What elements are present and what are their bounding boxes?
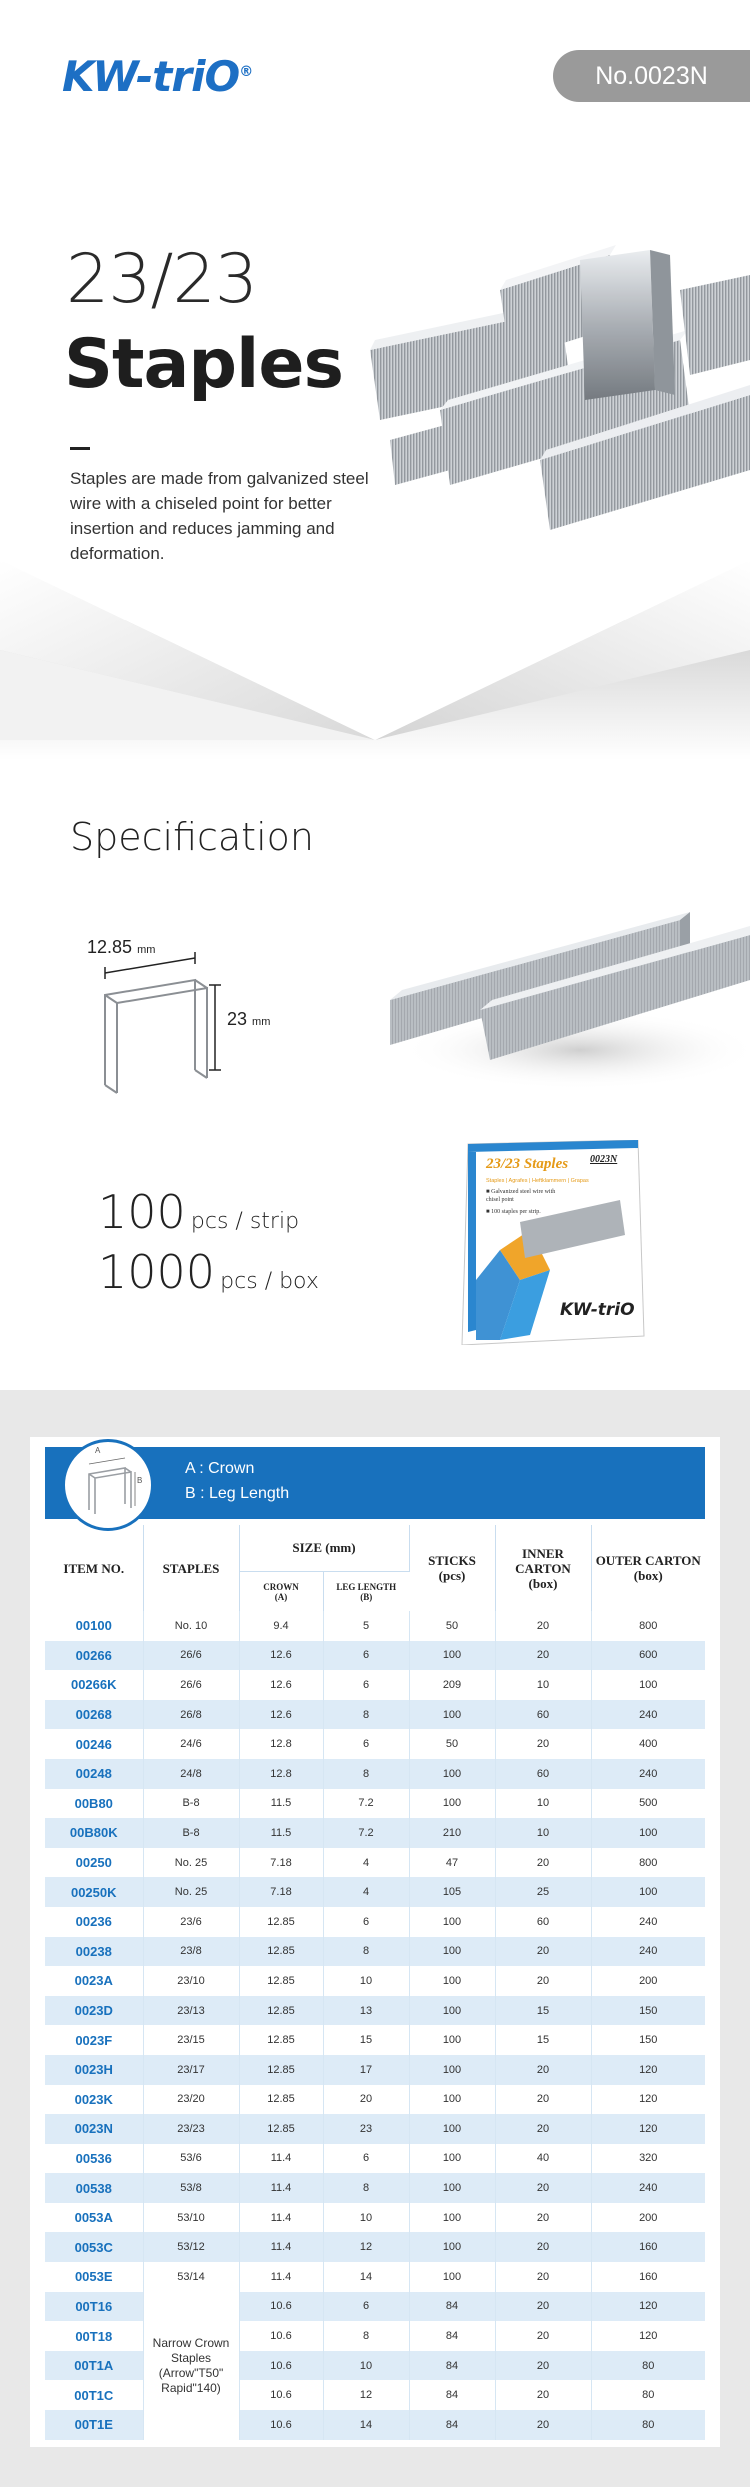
cell-inner-carton: 20 bbox=[495, 2292, 591, 2322]
cell-leg-length: 20 bbox=[323, 2085, 409, 2115]
cell-item-no: 0053C bbox=[45, 2232, 143, 2262]
cell-item-no: 0023N bbox=[45, 2114, 143, 2144]
title-divider bbox=[70, 447, 90, 450]
cell-crown: 11.5 bbox=[239, 1818, 323, 1848]
cell-item-no: 00236 bbox=[45, 1907, 143, 1937]
model-number-badge: No.0023N bbox=[553, 50, 750, 102]
cell-outer-carton: 500 bbox=[591, 1789, 705, 1819]
cell-sticks: 100 bbox=[409, 1759, 495, 1789]
header-inner-sub: (box) bbox=[528, 1575, 558, 1591]
cell-inner-carton: 20 bbox=[495, 2055, 591, 2085]
cell-leg-length: 4 bbox=[323, 1848, 409, 1878]
cell-crown: 12.6 bbox=[239, 1670, 323, 1700]
cell-item-no: 00250 bbox=[45, 1848, 143, 1878]
product-description: Staples are made from galvanized steel wire with a chiseled point for better insertion and reduces jamming and deformation. bbox=[70, 469, 369, 563]
cell-staples: 24/8 bbox=[143, 1759, 239, 1789]
cell-staples: 26/6 bbox=[143, 1641, 239, 1671]
cell-outer-carton: 400 bbox=[591, 1729, 705, 1759]
cell-crown: 11.4 bbox=[239, 2232, 323, 2262]
cell-item-no: 0023H bbox=[45, 2055, 143, 2085]
cell-outer-carton: 120 bbox=[591, 2321, 705, 2351]
cell-crown: 12.85 bbox=[239, 2085, 323, 2115]
cell-item-no: 00B80 bbox=[45, 1789, 143, 1819]
table-row bbox=[45, 2025, 705, 2055]
cell-crown: 11.4 bbox=[239, 2144, 323, 2174]
box-title: 23/23 Staples bbox=[486, 1156, 569, 1172]
cell-sticks: 100 bbox=[409, 2262, 495, 2292]
cell-leg-length: 4 bbox=[323, 1877, 409, 1907]
cell-inner-carton: 20 bbox=[495, 2114, 591, 2144]
cell-staples: 24/6 bbox=[143, 1729, 239, 1759]
cell-outer-carton: 160 bbox=[591, 2262, 705, 2292]
cell-outer-carton: 240 bbox=[591, 2173, 705, 2203]
cell-item-no: 00T18 bbox=[45, 2321, 143, 2351]
table-row bbox=[45, 2262, 705, 2292]
cell-sticks: 84 bbox=[409, 2380, 495, 2410]
cell-inner-carton: 15 bbox=[495, 2025, 591, 2055]
cell-inner-carton: 20 bbox=[495, 1641, 591, 1671]
cell-outer-carton: 240 bbox=[591, 1759, 705, 1789]
cell-leg-length: 6 bbox=[323, 2144, 409, 2174]
table-row bbox=[45, 1966, 705, 1996]
cell-staples: No. 25 bbox=[143, 1848, 239, 1878]
cell-outer-carton: 160 bbox=[591, 2232, 705, 2262]
cell-leg-length: 10 bbox=[323, 2203, 409, 2233]
cell-sticks: 84 bbox=[409, 2351, 495, 2381]
box-code: 0023N bbox=[590, 1154, 618, 1165]
cell-inner-carton: 10 bbox=[495, 1789, 591, 1819]
cell-inner-carton: 25 bbox=[495, 1877, 591, 1907]
cell-crown: 10.6 bbox=[239, 2351, 323, 2381]
cell-outer-carton: 100 bbox=[591, 1670, 705, 1700]
header-leg-sub: (B) bbox=[360, 1592, 373, 1603]
cell-sticks: 100 bbox=[409, 2025, 495, 2055]
table-row bbox=[45, 2292, 705, 2322]
cell-crown: 12.85 bbox=[239, 2114, 323, 2144]
legend-diagram-b: B bbox=[137, 1476, 143, 1485]
cell-item-no: 00B80K bbox=[45, 1818, 143, 1848]
pieces-per-strip bbox=[98, 1185, 299, 1239]
cell-item-no: 00T1A bbox=[45, 2351, 143, 2381]
header-leg-length bbox=[323, 1571, 409, 1611]
item-table-card bbox=[30, 1437, 720, 2447]
crown-dimension-label bbox=[87, 937, 155, 958]
cell-staples: No. 25 bbox=[143, 1877, 239, 1907]
header-item-no: ITEM NO. bbox=[45, 1525, 143, 1611]
cell-inner-carton: 20 bbox=[495, 2173, 591, 2203]
header-inner-carton bbox=[495, 1525, 591, 1611]
cell-staples: 53/6 bbox=[143, 2144, 239, 2174]
cell-sticks: 84 bbox=[409, 2410, 495, 2440]
hero-section bbox=[0, 0, 750, 760]
cell-outer-carton: 200 bbox=[591, 1966, 705, 1996]
cell-staples: 23/6 bbox=[143, 1907, 239, 1937]
cell-item-no: 00100 bbox=[45, 1611, 143, 1641]
pieces-per-box bbox=[98, 1245, 319, 1299]
cell-outer-carton: 240 bbox=[591, 1907, 705, 1937]
cell-item-no: 0053A bbox=[45, 2203, 143, 2233]
cell-staples: 23/13 bbox=[143, 1996, 239, 2026]
cell-crown: 10.6 bbox=[239, 2321, 323, 2351]
legend-diagram-a: A bbox=[95, 1446, 101, 1455]
cell-crown: 9.4 bbox=[239, 1611, 323, 1641]
cell-leg-length: 6 bbox=[323, 1907, 409, 1937]
cell-staples: B-8 bbox=[143, 1789, 239, 1819]
cell-inner-carton: 20 bbox=[495, 2203, 591, 2233]
specification-heading: Specification bbox=[70, 815, 314, 859]
table-row bbox=[45, 1907, 705, 1937]
hero-fold-shadow bbox=[0, 560, 750, 760]
cell-inner-carton: 15 bbox=[495, 1996, 591, 2026]
product-name-title: Staples bbox=[64, 325, 343, 404]
cell-sticks: 100 bbox=[409, 1966, 495, 1996]
cell-item-no: 00T16 bbox=[45, 2292, 143, 2322]
cell-leg-length: 12 bbox=[323, 2232, 409, 2262]
leg-dimension-unit: mm bbox=[252, 1016, 271, 1028]
cell-outer-carton: 120 bbox=[591, 2085, 705, 2115]
item-spec-table bbox=[45, 1525, 705, 2440]
table-row bbox=[45, 2055, 705, 2085]
box-bullet-1: ■ Galvanized steel wire with chisel point bbox=[486, 1189, 556, 1203]
cell-sticks: 100 bbox=[409, 2144, 495, 2174]
cell-item-no: 0053E bbox=[45, 2262, 143, 2292]
cell-leg-length: 6 bbox=[323, 1641, 409, 1671]
cell-crown: 12.85 bbox=[239, 1907, 323, 1937]
cell-item-no: 00248 bbox=[45, 1759, 143, 1789]
cell-crown: 11.5 bbox=[239, 1789, 323, 1819]
table-row bbox=[45, 1641, 705, 1671]
cell-outer-carton: 100 bbox=[591, 1818, 705, 1848]
cell-item-no: 0023F bbox=[45, 2025, 143, 2055]
cell-inner-carton: 60 bbox=[495, 1759, 591, 1789]
cell-inner-carton: 20 bbox=[495, 2351, 591, 2381]
cell-sticks: 50 bbox=[409, 1611, 495, 1641]
cell-inner-carton: 20 bbox=[495, 1611, 591, 1641]
legend-staple-diagram bbox=[62, 1439, 154, 1531]
cell-crown: 12.8 bbox=[239, 1729, 323, 1759]
cell-outer-carton: 120 bbox=[591, 2055, 705, 2085]
cell-leg-length: 14 bbox=[323, 2262, 409, 2292]
staple-dimension-diagram bbox=[85, 937, 295, 1105]
cell-outer-carton: 100 bbox=[591, 1877, 705, 1907]
cell-sticks: 100 bbox=[409, 2232, 495, 2262]
table-row bbox=[45, 2173, 705, 2203]
header-staples: STAPLES bbox=[143, 1525, 239, 1611]
cell-leg-length: 6 bbox=[323, 2292, 409, 2322]
product-size-title: 23/23 bbox=[66, 240, 257, 319]
cell-leg-length: 10 bbox=[323, 1966, 409, 1996]
cell-leg-length: 8 bbox=[323, 2173, 409, 2203]
table-row bbox=[45, 2232, 705, 2262]
cell-outer-carton: 800 bbox=[591, 1848, 705, 1878]
cell-sticks: 105 bbox=[409, 1877, 495, 1907]
cell-inner-carton: 20 bbox=[495, 2085, 591, 2115]
cell-outer-carton: 150 bbox=[591, 2025, 705, 2055]
cell-sticks: 209 bbox=[409, 1670, 495, 1700]
cell-crown: 11.4 bbox=[239, 2203, 323, 2233]
cell-outer-carton: 80 bbox=[591, 2351, 705, 2381]
table-row bbox=[45, 2144, 705, 2174]
box-bullet-1-text: Galvanized steel wire with chisel point bbox=[486, 1189, 556, 1203]
brand-logo bbox=[62, 52, 252, 101]
cell-inner-carton: 20 bbox=[495, 2410, 591, 2440]
cell-item-no: 00536 bbox=[45, 2144, 143, 2174]
table-row bbox=[45, 1759, 705, 1789]
cell-leg-length: 12 bbox=[323, 2380, 409, 2410]
cell-crown: 11.4 bbox=[239, 2173, 323, 2203]
cell-sticks: 50 bbox=[409, 1729, 495, 1759]
table-row bbox=[45, 1789, 705, 1819]
cell-outer-carton: 120 bbox=[591, 2292, 705, 2322]
header-outer-sub: (box) bbox=[633, 1568, 663, 1583]
leg-dimension-value: 23 bbox=[227, 1009, 248, 1029]
cell-crown: 7.18 bbox=[239, 1877, 323, 1907]
staple-strip-image bbox=[380, 850, 750, 1100]
cell-inner-carton: 20 bbox=[495, 2321, 591, 2351]
cell-leg-length: 23 bbox=[323, 2114, 409, 2144]
legend-leg-length: B : Leg Length bbox=[185, 1485, 290, 1502]
brand-logo-text: KW-triO bbox=[62, 52, 240, 101]
cell-item-no: 00246 bbox=[45, 1729, 143, 1759]
cell-inner-carton: 10 bbox=[495, 1818, 591, 1848]
cell-sticks: 100 bbox=[409, 2114, 495, 2144]
cell-leg-length: 7.2 bbox=[323, 1789, 409, 1819]
cell-staples: 23/23 bbox=[143, 2114, 239, 2144]
item-table-body bbox=[45, 1611, 705, 2440]
cell-outer-carton: 150 bbox=[591, 1996, 705, 2026]
cell-staples: No. 10 bbox=[143, 1611, 239, 1641]
header-sticks bbox=[409, 1525, 495, 1611]
cell-crown: 12.8 bbox=[239, 1759, 323, 1789]
cell-outer-carton: 240 bbox=[591, 1700, 705, 1730]
cell-outer-carton: 200 bbox=[591, 2203, 705, 2233]
cell-crown: 10.6 bbox=[239, 2292, 323, 2322]
cell-sticks: 100 bbox=[409, 2203, 495, 2233]
cell-item-no: 00266 bbox=[45, 1641, 143, 1671]
cell-leg-length: 8 bbox=[323, 1937, 409, 1967]
cell-inner-carton: 20 bbox=[495, 2262, 591, 2292]
cell-narrow-crown-label: Narrow Crown Staples (Arrow"T50" Rapid"140) bbox=[143, 2292, 239, 2440]
cell-crown: 10.6 bbox=[239, 2380, 323, 2410]
cell-sticks: 100 bbox=[409, 2173, 495, 2203]
brand-logo-mark: ® bbox=[239, 64, 253, 80]
cell-crown: 12.85 bbox=[239, 1966, 323, 1996]
cell-staples: 23/20 bbox=[143, 2085, 239, 2115]
cell-item-no: 0023D bbox=[45, 1996, 143, 2026]
header-inner-label: INNER CARTON bbox=[515, 1545, 571, 1576]
cell-inner-carton: 20 bbox=[495, 2380, 591, 2410]
table-row bbox=[45, 1670, 705, 1700]
cell-leg-length: 14 bbox=[323, 2410, 409, 2440]
cell-outer-carton: 80 bbox=[591, 2410, 705, 2440]
cell-staples: 53/14 bbox=[143, 2262, 239, 2292]
table-row bbox=[45, 1996, 705, 2026]
cell-item-no: 00538 bbox=[45, 2173, 143, 2203]
table-row bbox=[45, 1877, 705, 1907]
cell-crown: 12.85 bbox=[239, 1996, 323, 2026]
header-outer-label: OUTER CARTON bbox=[595, 1553, 701, 1568]
cell-outer-carton: 120 bbox=[591, 2114, 705, 2144]
cell-inner-carton: 20 bbox=[495, 1966, 591, 1996]
cell-inner-carton: 20 bbox=[495, 1848, 591, 1878]
table-row bbox=[45, 2203, 705, 2233]
cell-item-no: 0023K bbox=[45, 2085, 143, 2115]
cell-crown: 11.4 bbox=[239, 2262, 323, 2292]
header-size: SIZE (mm) bbox=[239, 1525, 409, 1571]
cell-item-no: 0023A bbox=[45, 1966, 143, 1996]
table-row bbox=[45, 1818, 705, 1848]
cell-crown: 10.6 bbox=[239, 2410, 323, 2440]
pieces-per-strip-number: 100 bbox=[98, 1185, 186, 1239]
cell-outer-carton: 320 bbox=[591, 2144, 705, 2174]
cell-outer-carton: 800 bbox=[591, 1611, 705, 1641]
cell-inner-carton: 40 bbox=[495, 2144, 591, 2174]
table-row bbox=[45, 1700, 705, 1730]
staples-pile-image bbox=[350, 230, 750, 560]
pieces-per-box-number: 1000 bbox=[98, 1245, 216, 1299]
cell-sticks: 84 bbox=[409, 2292, 495, 2322]
cell-sticks: 100 bbox=[409, 2085, 495, 2115]
crown-dimension-value: 12.85 bbox=[87, 937, 133, 957]
cell-sticks: 210 bbox=[409, 1818, 495, 1848]
cell-staples: 53/12 bbox=[143, 2232, 239, 2262]
cell-staples: 53/8 bbox=[143, 2173, 239, 2203]
box-logo: KW-triO bbox=[560, 1300, 635, 1320]
header-sticks-sub: (pcs) bbox=[438, 1568, 466, 1583]
table-row bbox=[45, 2085, 705, 2115]
cell-inner-carton: 20 bbox=[495, 1729, 591, 1759]
table-row bbox=[45, 1729, 705, 1759]
header-leg-label: LEG LENGTH bbox=[336, 1582, 397, 1593]
cell-crown: 12.85 bbox=[239, 2025, 323, 2055]
cell-item-no: 00T1C bbox=[45, 2380, 143, 2410]
cell-crown: 12.6 bbox=[239, 1641, 323, 1671]
cell-item-no: 00T1E bbox=[45, 2410, 143, 2440]
cell-staples: B-8 bbox=[143, 1818, 239, 1848]
product-box-image bbox=[460, 1140, 646, 1345]
cell-leg-length: 8 bbox=[323, 1759, 409, 1789]
cell-item-no: 00266K bbox=[45, 1670, 143, 1700]
pieces-per-box-unit: pcs / box bbox=[220, 1269, 319, 1294]
box-languages: Staples | Agrafes | Heftklammern | Grapas bbox=[486, 1178, 589, 1184]
cell-leg-length: 8 bbox=[323, 2321, 409, 2351]
cell-staples: 23/15 bbox=[143, 2025, 239, 2055]
cell-leg-length: 5 bbox=[323, 1611, 409, 1641]
cell-sticks: 100 bbox=[409, 1641, 495, 1671]
header-crown-label: CROWN bbox=[263, 1582, 299, 1593]
cell-staples: 23/8 bbox=[143, 1937, 239, 1967]
cell-staples: 53/10 bbox=[143, 2203, 239, 2233]
table-row bbox=[45, 1848, 705, 1878]
legend-staple-icon bbox=[75, 1452, 143, 1520]
legend-crown: A : Crown bbox=[185, 1460, 255, 1477]
cell-outer-carton: 240 bbox=[591, 1937, 705, 1967]
pieces-per-strip-unit: pcs / strip bbox=[190, 1209, 300, 1234]
table-row bbox=[45, 1611, 705, 1641]
cell-leg-length: 17 bbox=[323, 2055, 409, 2085]
box-bullet-2: ■ 100 staples per strip. bbox=[486, 1209, 541, 1215]
crown-dimension-unit: mm bbox=[137, 944, 156, 956]
cell-sticks: 100 bbox=[409, 1907, 495, 1937]
cell-staples: 23/10 bbox=[143, 1966, 239, 1996]
cell-crown: 12.6 bbox=[239, 1700, 323, 1730]
header-sticks-label: STICKS bbox=[428, 1553, 476, 1568]
cell-item-no: 00250K bbox=[45, 1877, 143, 1907]
table-row bbox=[45, 2114, 705, 2144]
cell-staples: 26/6 bbox=[143, 1670, 239, 1700]
cell-item-no: 00238 bbox=[45, 1937, 143, 1967]
cell-staples: 26/8 bbox=[143, 1700, 239, 1730]
cell-leg-length: 13 bbox=[323, 1996, 409, 2026]
cell-sticks: 100 bbox=[409, 2055, 495, 2085]
cell-sticks: 84 bbox=[409, 2321, 495, 2351]
cell-leg-length: 10 bbox=[323, 2351, 409, 2381]
cell-leg-length: 6 bbox=[323, 1729, 409, 1759]
leg-dimension-label bbox=[227, 1009, 270, 1030]
cell-inner-carton: 10 bbox=[495, 1670, 591, 1700]
header-crown bbox=[239, 1571, 323, 1611]
cell-leg-length: 8 bbox=[323, 1700, 409, 1730]
cell-crown: 12.85 bbox=[239, 2055, 323, 2085]
table-row bbox=[45, 1937, 705, 1967]
cell-inner-carton: 60 bbox=[495, 1907, 591, 1937]
cell-inner-carton: 20 bbox=[495, 2232, 591, 2262]
header-crown-sub: (A) bbox=[274, 1592, 288, 1603]
cell-outer-carton: 600 bbox=[591, 1641, 705, 1671]
box-bullet-2-text: 100 staples per strip. bbox=[491, 1209, 541, 1215]
cell-sticks: 100 bbox=[409, 1700, 495, 1730]
cell-sticks: 100 bbox=[409, 1937, 495, 1967]
cell-inner-carton: 60 bbox=[495, 1700, 591, 1730]
cell-leg-length: 15 bbox=[323, 2025, 409, 2055]
cell-sticks: 100 bbox=[409, 1996, 495, 2026]
cell-crown: 7.18 bbox=[239, 1848, 323, 1878]
header-outer-carton bbox=[591, 1525, 705, 1611]
cell-leg-length: 6 bbox=[323, 1670, 409, 1700]
cell-crown: 12.85 bbox=[239, 1937, 323, 1967]
cell-sticks: 100 bbox=[409, 1789, 495, 1819]
cell-item-no: 00268 bbox=[45, 1700, 143, 1730]
cell-sticks: 47 bbox=[409, 1848, 495, 1878]
cell-inner-carton: 20 bbox=[495, 1937, 591, 1967]
cell-outer-carton: 80 bbox=[591, 2380, 705, 2410]
cell-leg-length: 7.2 bbox=[323, 1818, 409, 1848]
cell-staples: 23/17 bbox=[143, 2055, 239, 2085]
